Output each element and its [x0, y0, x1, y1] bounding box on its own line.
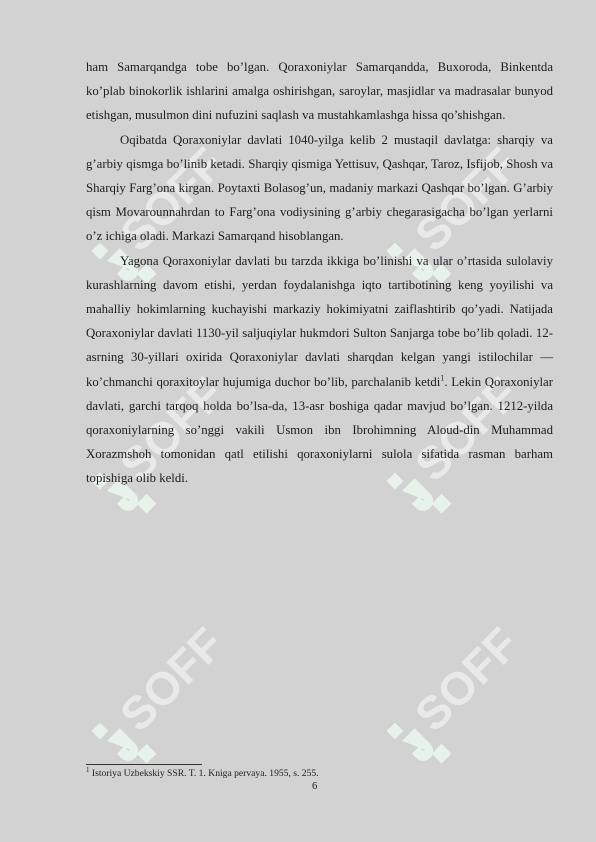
- page-number: 6: [312, 781, 318, 792]
- footnote-number: 1: [86, 765, 90, 774]
- document-body: [86, 55, 553, 491]
- paragraph-text: Yagona Qoraxoniylar davlati bu tarzda ikkiga bo’linishi va ular o’rtasida sulolaviy kurashlarning davom etishi, yerdan foydalanishga iqto tartibotining keng yoyilishi va mahalliy hokimlarning kuchayishi markaziy hokimiyatni zaiflashtirib qo’yadi. Natijada Qoraxoniylar davlati 1130-yil saljuqiylar hukmdori Sulton Sanjarga tobe bo’lib qoladi. 12-asrning 30-yillari oxirida Qoraxoniylar davlati sharqdan kelgan yangi istilochilar — ko’chmanchi qoraxitoylar hujumiga duchor bo’lib, parchalanib ketdi: [86, 253, 553, 389]
- footnote-reference[interactable]: 1: [440, 373, 445, 383]
- paragraph: [86, 249, 553, 491]
- paragraph: ham Samarqandga tobe bo’lgan. Qoraxoniylar Samarqandda, Buxoroda, Binkentda ko’plab binokorlik ishlarini amalga oshirishgan, saroylar, masjidlar va madrasalar bunyod etishgan, musulmon dini nufuzini saqlash va mustahkamlashga hissa qo’shishgan.: [86, 60, 553, 123]
- watermark-logo: [355, 580, 555, 810]
- paragraph: Oqibatda Qoraxoniylar davlati 1040-yilga kelib 2 mustaqil davlatga: sharqiy va g’arbiy qismga bo’linib ketadi. Sharqiy qismiga Yettisuv, Qashqar, Taroz, Isfijob, Shosh va Sharqiy Farg’ona kirgan. Poytaxti Bolasog’un, madaniy markazi Qashqar bo’lgan. G’arbiy qism Movarounnahrdan to Farg’ona vodiysining g’arbiy chegarasigacha bo’lgan yerlarni o’z ichiga oladi. Markazi Samarqand hisoblangan.: [86, 132, 553, 244]
- footnote: [86, 765, 319, 780]
- footnote-text: Istoriya Uzbekskiy SSR. T. 1. Kniga pervaya. 1955, s. 255.: [91, 768, 319, 779]
- paragraph-text: . Lekin Qoraxoniylar davlati, garchi tarqoq holda bo’lsa-da, 13-asr boshiga qadar mavjud bo’lgan. 1212-yilda qoraxoniylarning so’nggi vakili Usmon ibn Ibrohimning Aloud-din Muhammad Xorazmshoh tomonidan qatl etilishi qoraxoniylarni sulola sifatida rasman barham topishiga olib keldi.: [86, 374, 553, 486]
- footnote-separator: [86, 764, 202, 765]
